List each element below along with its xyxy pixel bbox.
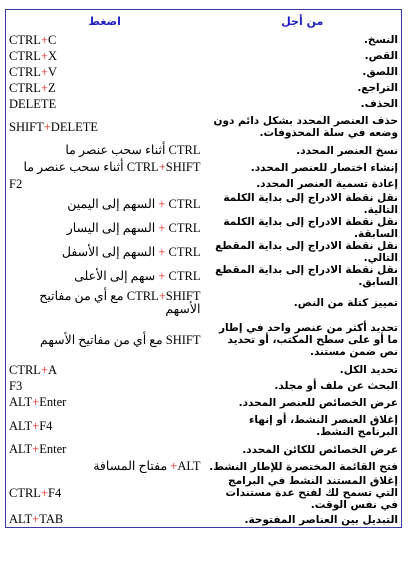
table-header-row (6, 10, 401, 32)
description-cell: إنشاء اختصار للعنصر المحدد. (250, 161, 398, 174)
shortcut-cell: CTRL+Z (9, 80, 56, 95)
plus-sign: + (158, 268, 166, 283)
shortcut-cell: CTRL+SHIFT مع أي من مفاتيح الأسهم (39, 289, 201, 316)
table-row (6, 264, 401, 288)
description-cell: فتح القائمة المختصرة للإطار النشط. (209, 460, 398, 473)
plus-sign: + (32, 512, 40, 526)
shortcut-cell: CTRL + السهم إلى اليسار (66, 220, 201, 235)
shortcut-cell: SHIFT مع أي من مفاتيح الأسهم (40, 332, 201, 347)
description-cell: إعادة تسمية العنصر المحدد. (256, 178, 398, 190)
shortcut-cell: CTRL + السهم إلى الأسفل (61, 244, 201, 259)
description-cell: نقل نقطة الادراج إلى بداية الكلمة التالية. (223, 192, 398, 216)
shortcut-cell: CTRL أثناء سحب عنصر ما (65, 143, 201, 157)
plus-sign: + (158, 160, 166, 174)
plus-sign: + (40, 362, 49, 377)
table-row (6, 378, 401, 394)
description-cell: الحذف. (360, 98, 398, 110)
plus-sign: + (158, 289, 166, 303)
table-row (6, 411, 401, 441)
shortcut-cell: ALT+TAB (9, 512, 64, 526)
description-cell: التبديل بين العناصر المفتوحة. (244, 513, 398, 526)
plus-sign: + (43, 119, 51, 134)
description-cell: نسخ العنصر المحدد. (296, 144, 398, 157)
description-cell: تمييز كتلة من النص. (293, 297, 398, 309)
description-cell: البحث عن ملف أو مجلد. (274, 380, 398, 392)
plus-sign: + (158, 220, 166, 235)
plus-sign: + (40, 32, 49, 47)
description-cell: نقل نقطة الادراج إلى بداية المقطع التالي. (215, 240, 398, 264)
shortcut-cell: F3 (9, 378, 23, 393)
plus-sign: + (158, 244, 166, 259)
description-cell: النسخ. (363, 34, 398, 46)
description-cell: تحديد الكل. (339, 364, 398, 376)
plus-sign: + (40, 485, 49, 500)
table-row (6, 176, 401, 192)
shortcut-cell: ALT+F4 (9, 418, 53, 433)
description-cell: القص. (364, 50, 398, 62)
table-row (6, 511, 401, 528)
shortcut-cell: CTRL + سهم إلى الأعلى (74, 268, 201, 283)
description-cell: نقل نقطة الادراج إلى بداية الكلمة السابقة. (223, 216, 398, 240)
description-cell: عرض الخصائص للعنصر المحدد. (238, 396, 398, 409)
table-row (6, 288, 401, 318)
shortcut-cell: ALT+ مفتاح المسافة (93, 459, 201, 473)
plus-sign: + (32, 418, 40, 433)
table-row (6, 362, 401, 378)
header-purpose: من أجل (281, 14, 324, 28)
shortcut-cell: F2 (9, 176, 23, 191)
shortcut-cell: CTRL+F4 (9, 485, 62, 500)
description-cell: التراجع. (357, 82, 398, 94)
description-cell: إغلاق المستند النشط في البرامج التي تسمح لك لفتح عدة مستندات في نفس الوقت. (225, 475, 398, 511)
shortcut-cell: CTRL+C (9, 32, 57, 47)
shortcut-cell: DELETE (9, 96, 57, 111)
shortcut-cell: ALT+Enter (9, 395, 67, 409)
shortcut-cell: CTRL+SHIFT أثناء سحب عنصر ما (23, 160, 201, 174)
shortcut-cell: ALT+Enter (9, 442, 67, 456)
table-row (6, 318, 401, 362)
plus-sign: + (40, 80, 49, 95)
table-row (6, 32, 401, 48)
shortcut-cell: CTRL + السهم إلى اليمين (67, 196, 201, 211)
plus-sign: + (170, 459, 178, 473)
table-row (6, 458, 401, 475)
table-row (6, 216, 401, 240)
table-row (6, 240, 401, 264)
table-row (6, 80, 401, 96)
description-cell: اللصق. (362, 66, 398, 78)
description-cell: حذف العنصر المحدد بشكل دائم دون وضعه في سلة المحذوفات. (213, 115, 398, 139)
shortcut-cell: SHIFT+DELETE (9, 119, 99, 134)
header-shortcut: اضغط (88, 14, 121, 28)
table-row (6, 192, 401, 216)
table-row (6, 159, 401, 176)
table-row (6, 142, 401, 159)
plus-sign: + (40, 64, 49, 79)
table-row (6, 394, 401, 411)
shortcuts-table (6, 10, 401, 528)
plus-sign: + (158, 196, 166, 211)
shortcuts-table-frame (5, 9, 402, 528)
table-row (6, 48, 401, 64)
description-cell: نقل نقطة الادراج إلى بداية المقطع السابق. (215, 264, 398, 288)
table-row (6, 441, 401, 458)
description-cell: عرض الخصائص للكائن المحدد. (242, 443, 398, 456)
table-row (6, 64, 401, 80)
plus-sign: + (40, 48, 49, 63)
shortcut-cell: CTRL+V (9, 64, 58, 79)
table-row (6, 112, 401, 142)
shortcut-cell: CTRL+A (9, 362, 58, 377)
plus-sign: + (32, 395, 40, 409)
table-row (6, 96, 401, 112)
description-cell: إغلاق العنصر النشط، أو إنهاء البرنامج النشط. (248, 414, 398, 438)
shortcut-cell: CTRL+X (9, 48, 58, 63)
description-cell: تحديد أكثر من عنصر واحد في إطار ما أو على سطح المكتب، أو تحديد نص ضمن مستند. (218, 322, 398, 358)
table-row (6, 475, 401, 511)
plus-sign: + (32, 442, 40, 456)
